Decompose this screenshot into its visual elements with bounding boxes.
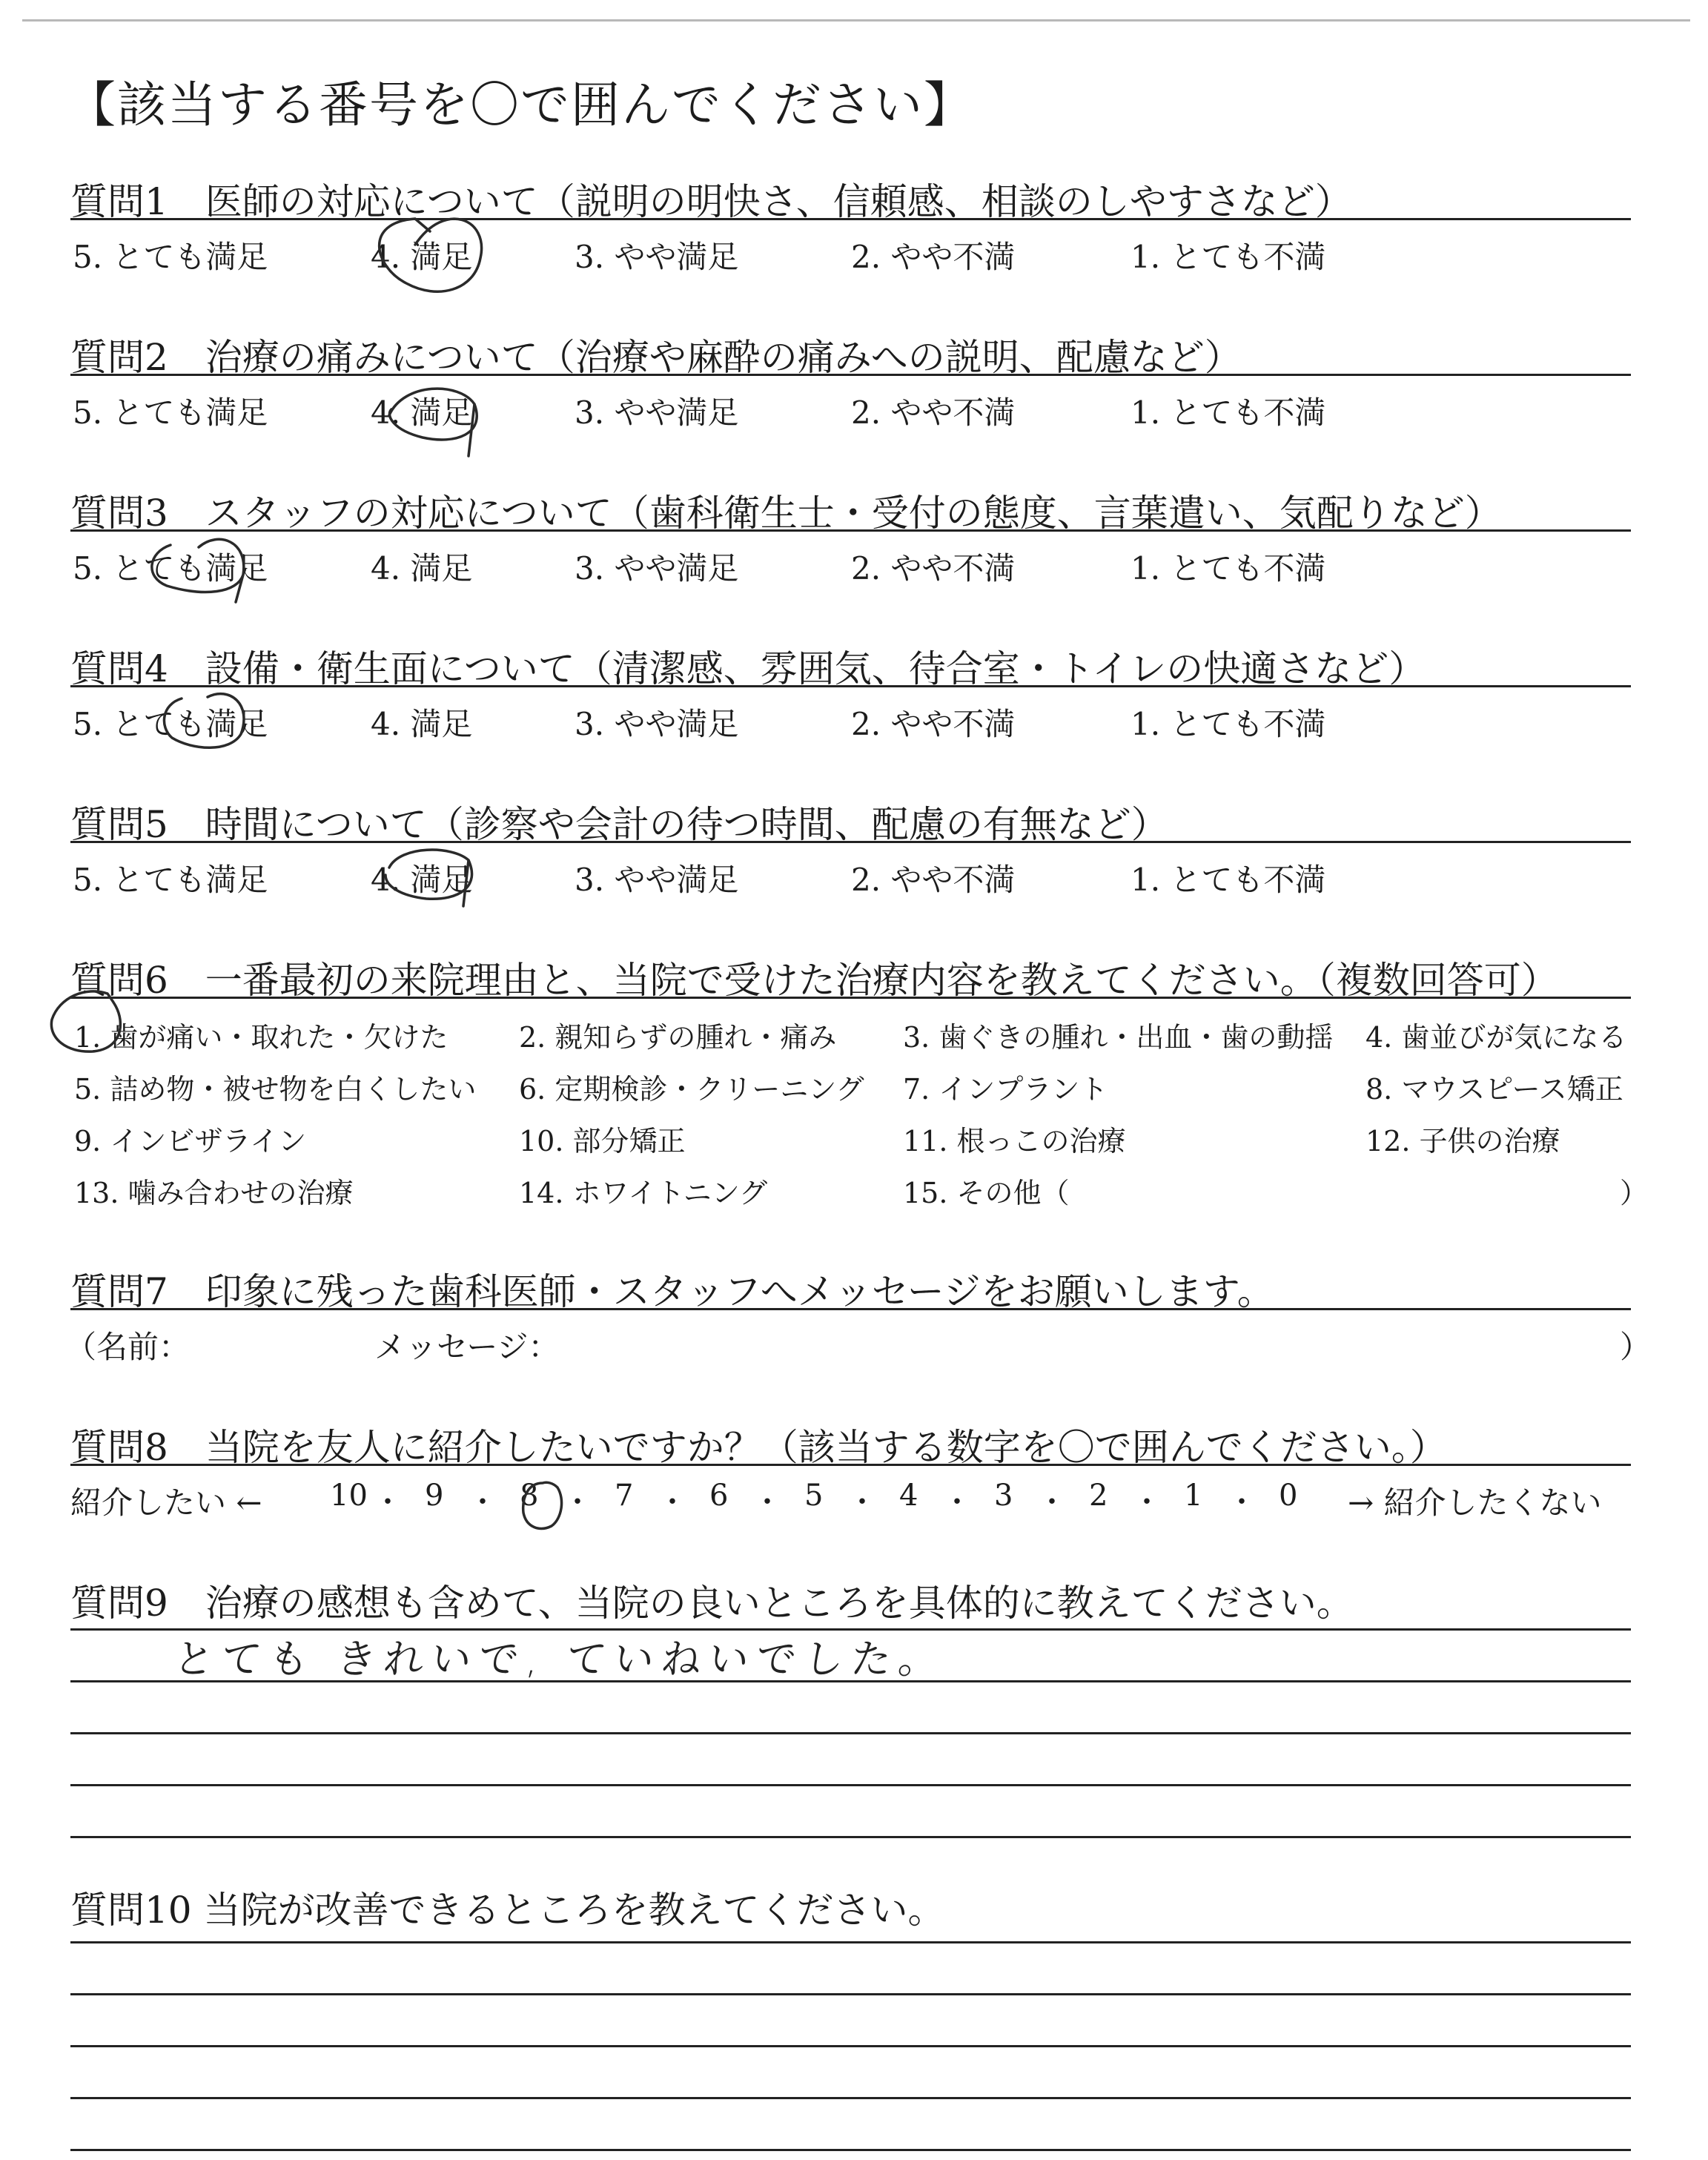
q1-option-4[interactable]: 4. 満足 bbox=[371, 239, 473, 275]
q10-line-2 bbox=[70, 1993, 1631, 1995]
q8-scale-separator: ・ bbox=[373, 1485, 403, 1519]
q8-scale-3[interactable]: 3 bbox=[994, 1479, 1013, 1513]
q7-message-label: メッセージ： bbox=[374, 1329, 560, 1365]
q9-line-4 bbox=[70, 1784, 1631, 1786]
q1-option-5[interactable]: 5. とても満足 bbox=[73, 239, 268, 275]
q10-line-1 bbox=[70, 1941, 1631, 1943]
q4-option-2[interactable]: 2. やや不満 bbox=[851, 706, 1016, 742]
question-5-rule bbox=[70, 841, 1631, 843]
q6-option-12[interactable]: 12. 子供の治療 bbox=[1366, 1125, 1560, 1157]
question-9-title: 質問9 治療の感想も含めて、当院の良いところを具体的に教えてください。 bbox=[70, 1582, 1354, 1625]
question-2-rule bbox=[70, 374, 1631, 376]
q8-scale-separator: ・ bbox=[752, 1485, 782, 1519]
q6-option-14[interactable]: 14. ホワイトニング bbox=[519, 1177, 768, 1209]
question-8-title: 質問8 当院を友人に紹介したいですか？（該当する数字を〇で囲んでください。） bbox=[70, 1426, 1447, 1469]
q3-option-4[interactable]: 4. 満足 bbox=[371, 550, 473, 587]
question-2-title: 質問2 治療の痛みについて（治療や麻酔の痛みへの説明、配慮など） bbox=[70, 336, 1242, 379]
q9-handwritten-answer[interactable]: とても きれいで, ていねいでした。 bbox=[171, 1636, 949, 1682]
q8-scale-separator: ・ bbox=[658, 1485, 687, 1519]
q8-scale-1[interactable]: 1 bbox=[1184, 1479, 1203, 1513]
question-6-rule bbox=[70, 997, 1631, 999]
q6-option-1[interactable]: 1. 歯が痛い・取れた・欠けた bbox=[74, 1021, 448, 1054]
q4-option-5[interactable]: 5. とても満足 bbox=[73, 706, 268, 742]
q5-option-4[interactable]: 4. 満足 bbox=[371, 862, 473, 898]
q8-right-label: → 紹介したくない bbox=[1348, 1484, 1602, 1521]
scan-edge bbox=[22, 19, 1690, 22]
q6-option-9[interactable]: 9. インビザライン bbox=[74, 1125, 307, 1157]
question-7-rule bbox=[70, 1308, 1631, 1310]
q6-option-11[interactable]: 11. 根っこの治療 bbox=[903, 1125, 1126, 1157]
q4-option-3[interactable]: 3. やや満足 bbox=[575, 706, 739, 742]
q6-option-3[interactable]: 3. 歯ぐきの腫れ・出血・歯の動揺 bbox=[903, 1021, 1334, 1054]
q6-option-10[interactable]: 10. 部分矯正 bbox=[519, 1125, 686, 1157]
question-7-title: 質問7 印象に残った歯科医師・スタッフへメッセージをお願いします。 bbox=[70, 1270, 1274, 1313]
q1-option-2[interactable]: 2. やや不満 bbox=[851, 239, 1016, 275]
q6-option-4[interactable]: 4. 歯並びが気になる bbox=[1366, 1021, 1627, 1054]
q8-scale-separator: ・ bbox=[1132, 1485, 1162, 1519]
q9-line-5 bbox=[70, 1836, 1631, 1838]
q6-option-2[interactable]: 2. 親知らずの腫れ・痛み bbox=[519, 1021, 837, 1054]
q2-option-5[interactable]: 5. とても満足 bbox=[73, 394, 268, 431]
q8-scale-0[interactable]: 0 bbox=[1279, 1479, 1298, 1513]
question-5-title: 質問5 時間について（診察や会計の待つ時間、配慮の有無など） bbox=[70, 803, 1168, 846]
q6-option-8[interactable]: 8. マウスピース矯正 bbox=[1366, 1073, 1623, 1106]
q8-scale-separator: ・ bbox=[468, 1485, 497, 1519]
q2-option-1[interactable]: 1. とても不満 bbox=[1131, 394, 1326, 431]
q4-option-1[interactable]: 1. とても不満 bbox=[1131, 706, 1326, 742]
q8-scale-separator: ・ bbox=[1227, 1485, 1257, 1519]
question-6-title: 質問6 一番最初の来院理由と、当院で受けた治療内容を教えてください。（複数回答可） bbox=[70, 959, 1558, 1002]
question-4-rule bbox=[70, 685, 1631, 687]
q6-other-close-paren: ） bbox=[1620, 1177, 1649, 1209]
q8-left-label: 紹介したい ← bbox=[70, 1484, 262, 1521]
q10-line-4 bbox=[70, 2097, 1631, 2099]
question-3-rule bbox=[70, 529, 1631, 532]
q8-scale-separator: ・ bbox=[847, 1485, 877, 1519]
q8-scale-separator: ・ bbox=[1037, 1485, 1067, 1519]
question-10-title: 質問10 当院が改善できるところを教えてください。 bbox=[70, 1889, 945, 1932]
q1-option-3[interactable]: 3. やや満足 bbox=[575, 239, 739, 275]
q6-option-5[interactable]: 5. 詰め物・被せ物を白くしたい bbox=[74, 1073, 477, 1106]
q1-option-1[interactable]: 1. とても不満 bbox=[1131, 239, 1326, 275]
q3-option-2[interactable]: 2. やや不満 bbox=[851, 550, 1016, 587]
question-3-title: 質問3 スタッフの対応について（歯科衛生士・受付の態度、言葉遣い、気配りなど） bbox=[70, 492, 1502, 535]
q3-option-5[interactable]: 5. とても満足 bbox=[73, 550, 268, 587]
q2-option-3[interactable]: 3. やや満足 bbox=[575, 394, 739, 431]
q5-option-3[interactable]: 3. やや満足 bbox=[575, 862, 739, 898]
q5-option-2[interactable]: 2. やや不満 bbox=[851, 862, 1016, 898]
q4-option-4[interactable]: 4. 満足 bbox=[371, 706, 473, 742]
q2-option-2[interactable]: 2. やや不満 bbox=[851, 394, 1016, 431]
q8-scale-separator: ・ bbox=[942, 1485, 972, 1519]
q8-scale-8[interactable]: 8 bbox=[520, 1479, 539, 1513]
q8-scale-10[interactable]: 10 bbox=[330, 1479, 368, 1513]
q8-scale-6[interactable]: 6 bbox=[709, 1479, 729, 1513]
q8-scale-9[interactable]: 9 bbox=[425, 1479, 444, 1513]
q7-name-label: （名前： bbox=[65, 1329, 191, 1365]
q5-option-5[interactable]: 5. とても満足 bbox=[73, 862, 268, 898]
q10-line-5 bbox=[70, 2149, 1631, 2151]
q7-close-paren: ） bbox=[1620, 1329, 1652, 1365]
q2-option-4[interactable]: 4. 満足 bbox=[371, 394, 473, 431]
question-1-rule bbox=[70, 218, 1631, 220]
q6-option-15[interactable]: 15. その他（ bbox=[903, 1177, 1070, 1209]
q9-line-3 bbox=[70, 1732, 1631, 1734]
q8-scale-4[interactable]: 4 bbox=[899, 1479, 918, 1513]
q8-scale-7[interactable]: 7 bbox=[615, 1479, 634, 1513]
q3-option-1[interactable]: 1. とても不満 bbox=[1131, 550, 1326, 587]
question-4-title: 質問4 設備・衛生面について（清潔感、雰囲気、待合室・トイレの快適さなど） bbox=[70, 647, 1426, 690]
q10-line-3 bbox=[70, 2045, 1631, 2047]
q5-option-1[interactable]: 1. とても不満 bbox=[1131, 862, 1326, 898]
q6-option-7[interactable]: 7. インプラント bbox=[903, 1073, 1108, 1106]
q8-scale-separator: ・ bbox=[563, 1485, 592, 1519]
q8-scale-5[interactable]: 5 bbox=[804, 1479, 824, 1513]
q3-option-3[interactable]: 3. やや満足 bbox=[575, 550, 739, 587]
q6-option-6[interactable]: 6. 定期検診・クリーニング bbox=[519, 1073, 864, 1106]
instruction-banner: 【該当する番号を〇で囲んでください】 bbox=[67, 76, 974, 133]
question-1-title: 質問1 医師の対応について（説明の明快さ、信頼感、相談のしやすさなど） bbox=[70, 180, 1352, 223]
q6-option-13[interactable]: 13. 噛み合わせの治療 bbox=[74, 1177, 354, 1209]
question-8-rule bbox=[70, 1464, 1631, 1466]
q8-scale-2[interactable]: 2 bbox=[1089, 1479, 1108, 1513]
